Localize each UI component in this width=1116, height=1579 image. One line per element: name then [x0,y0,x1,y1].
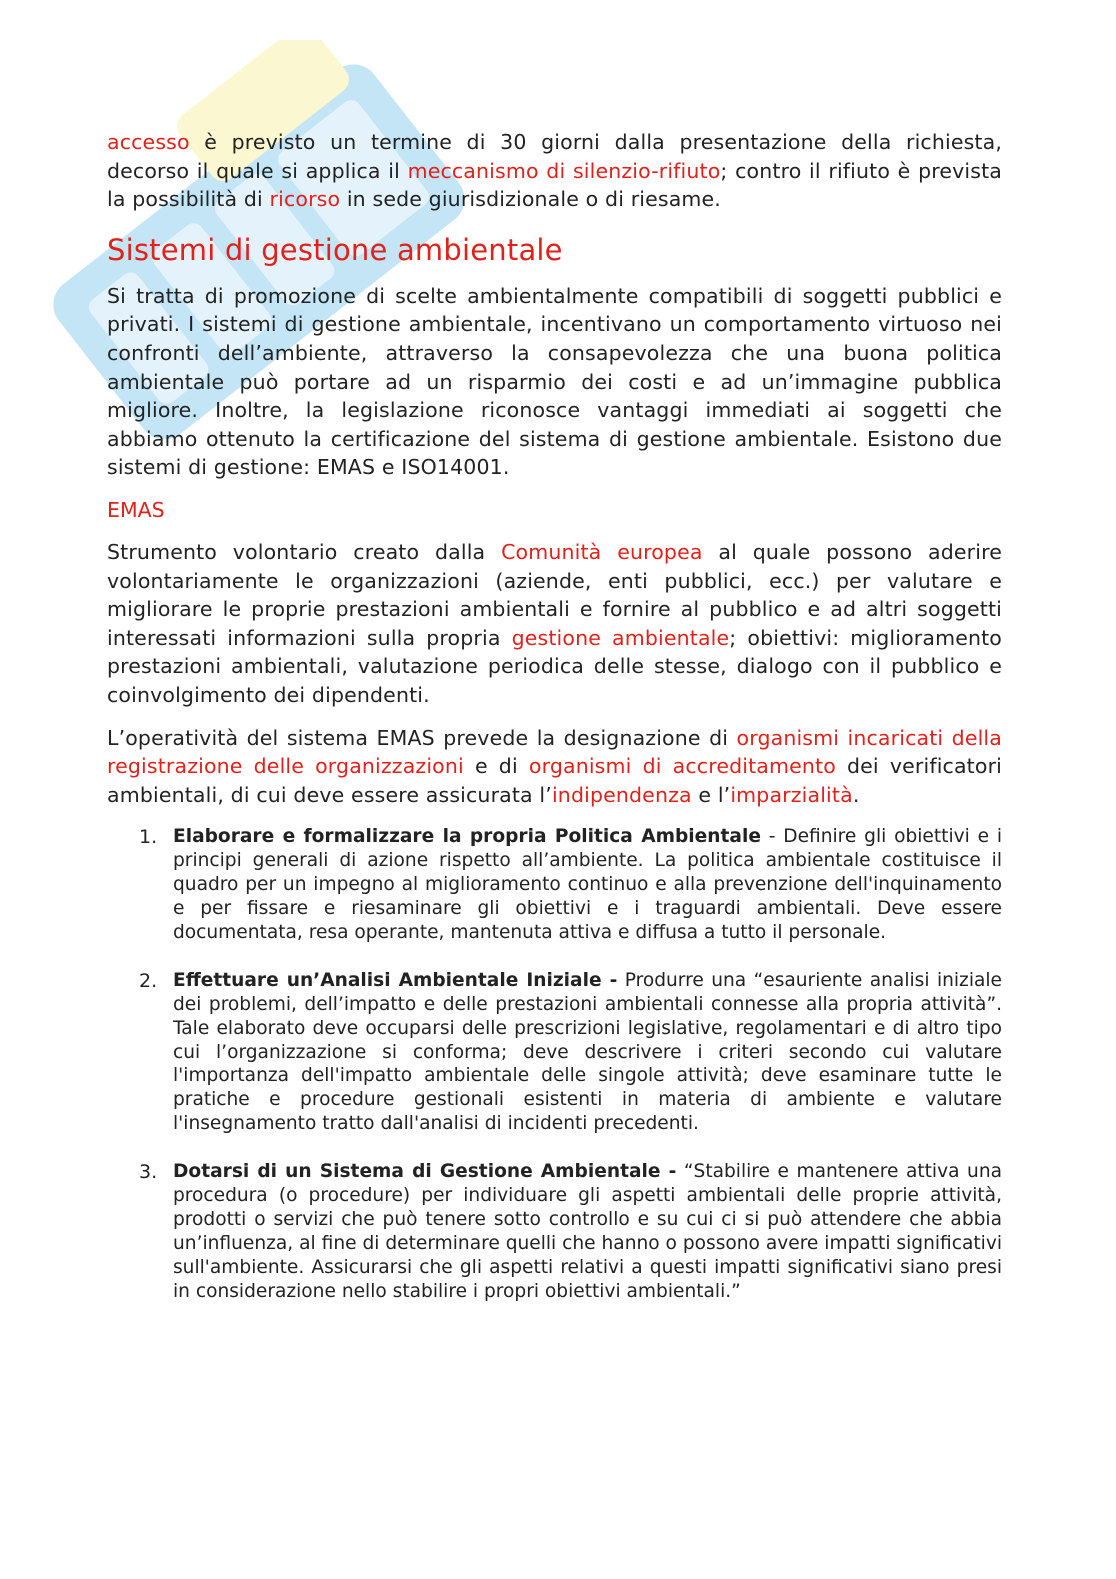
list-number: 3. [139,1161,158,1184]
term-ricorso: ricorso [269,187,341,212]
steps-list [107,825,1002,1303]
emas-text-2: al quale possono aderire volontariamente le organizzazioni (aziende, enti pubblici, ecc.) per valutare e migliorare le proprie prestazioni ambientali e fornire al pubblico e ad altri soggetti interessati informazioni sulla propria [107,539,1002,650]
intro-text-2: ; contro il rifiuto è prevista la possibilità di [107,158,1003,212]
term-silenzio-rifiuto: meccanismo di silenzio-rifiuto [407,158,721,183]
list-number: 2. [139,969,158,992]
list-item-title: Effettuare un’Analisi Ambientale Iniziale - [173,969,618,991]
list-item-text: “Stabilire e mantenere attiva una procedura (o procedure) per individuare gli aspetti ambientali delle proprie attività, prodotti o servizi che può tenere sotto controllo e su cui ci si può attendere che abbia un’influenza, al fine di determinare quelli che hanno o possono avere impatti significativi sull'ambiente. Assicurarsi che gli aspetti relativi a questi impatti significativi siano presi in considerazione nello stabilire i propri obiettivi ambientali.” [173,1161,1003,1302]
intro-paragraph [107,128,1002,214]
list-item [107,825,1002,945]
list-item-title: Dotarsi di un Sistema di Gestione Ambientale - [173,1161,677,1183]
intro-text-3: in sede giurisdizionale o di riesame. [340,187,721,212]
op-text-2: e di [463,754,529,779]
operativita-paragraph [107,724,1002,810]
list-item-text: Produrre una “esauriente analisi iniziale dei problemi, dell’impatto e delle prestazioni ambientali connesse alla propria attività”. Tale elaborato deve occuparsi delle prescrizioni legislative, regolamentari e di altro tipo cui l’organizzazione si conforma; deve descrivere i criteri secondo cui valutare l'importanza dell'impatto ambientale delle singole attività; deve esaminare tutte le pratiche e procedure gestionali esistenti in materia di ambiente e valutare l'insegnamento tratto dall'analisi di incidenti precedenti. [173,969,1002,1135]
term-organismi-accreditamento: organismi di accreditamento [528,754,836,779]
op-text-4: e l’ [691,782,731,807]
op-text-5: . [852,782,860,807]
term-comunita-europea: Comunità europea [501,539,703,564]
term-indipendenza: indipendenza [551,782,692,807]
op-text-3: dei verificatori ambientali, di cui deve essere assicurata l’ [107,754,1002,807]
emas-text-3: ; obiettivi: miglioramento prestazioni ambientali, valutazione periodica delle stesse, dialogo con il pubblico e coinvolgimento dei dipendenti. [107,625,1002,707]
list-item [107,1160,1002,1303]
list-item-text: - Definire gli obiettivi e i principi generali di azione rispetto all’ambiente. La politica ambientale costituisce il quadro per un impegno al miglioramento continuo e alla prevenzione dell'inquinamento e per fissare e riesaminare gli obiettivi e i traguardi ambientali. Deve essere documentata, resa operante, mantenuta attiva e diffusa a tutto il personale. [173,826,1002,943]
emas-text: Strumento volontario creato dalla [107,539,502,564]
term-imparzialita: imparzialità [730,782,853,807]
document-page [107,128,1002,1328]
term-accesso: accesso [107,130,190,154]
list-item [107,969,1002,1136]
intro-text: è previsto un termine di 30 giorni dalla presentazione della richiesta, decorso il quale si applica il [107,130,1002,183]
list-number: 1. [139,826,158,849]
op-text: L’operatività del sistema EMAS prevede la designazione di [107,725,737,750]
section-paragraph: Si tratta di promozione di scelte ambientalmente compatibili di soggetti pubblici e privati. I sistemi di gestione ambientale, incentivano un comportamento virtuoso nei confronti dell’ambiente, attraverso la consapevolezza che una buona politica ambientale può portare ad un risparmio dei costi e ad un’immagine pubblica migliore. Inoltre, la legislazione riconosce vantaggi immediati ai soggetti che abbiamo ottenuto la certificazione del sistema di gestione ambientale. Esistono due sistemi di gestione: EMAS e ISO14001. [107,283,1002,480]
section-heading: Sistemi di gestione ambientale [107,232,563,267]
list-item-title: Elaborare e formalizzare la propria Politica Ambientale [173,826,761,848]
subheading-emas: EMAS [107,497,165,522]
emas-paragraph [107,538,1002,710]
term-organismi-registrazione: organismi incaricati della registrazione delle organizzazioni [107,725,1002,779]
term-gestione-ambientale: gestione ambientale [511,625,730,650]
